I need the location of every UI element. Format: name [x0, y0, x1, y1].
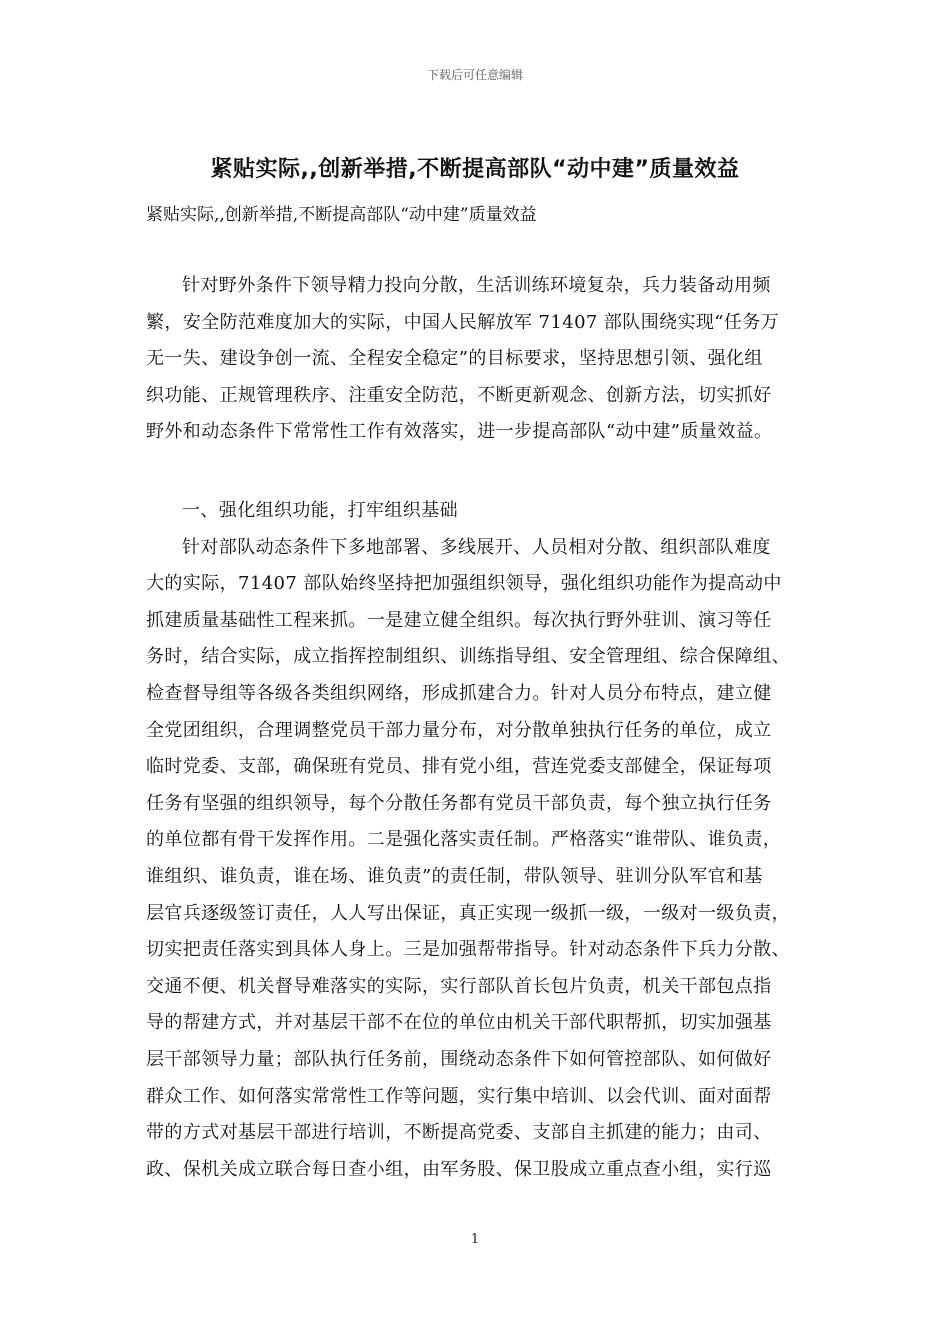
paragraph-line: 大的实际，71407 部队始终坚持把加强组织领导，强化组织功能作为提高动中: [146, 573, 782, 595]
paragraph-line: 抓建质量基础性工程来抓。一是建立健全组织。每次执行野外驻训、演习等任: [146, 609, 772, 631]
paragraph-line: 务时，结合实际，成立指挥控制组织、训练指导组、安全管理组、综合保障组、: [146, 646, 790, 668]
paragraph-line: 带的方式对基层干部进行培训，不断提高党委、支部自主抓建的能力；由司、: [146, 1122, 772, 1144]
paragraph-line: 群众工作、如何落实常常性工作等问题，实行集中培训、以会代训、面对面帮: [146, 1085, 772, 1107]
document-subtitle: 紧贴实际,,创新举措,不断提高部队“动中建”质量效益: [146, 205, 537, 225]
paragraph-line: 无一失、建设争创一流、全程安全稳定”的目标要求，坚持思想引领、强化组: [146, 348, 763, 370]
document-title: 紧贴实际,,创新举措,不断提高部队“动中建”质量效益: [210, 157, 740, 182]
paragraph-line: 任务有坚强的组织领导，每个分散任务都有党员干部负责，每个独立执行任务: [146, 792, 772, 814]
paragraph-line: 交通不便、机关督导难落实的实际，实行部队首长包片负责，机关干部包点指: [146, 975, 772, 997]
paragraph-line: 切实把责任落实到具体人身上。三是加强帮带指导。针对动态条件下兵力分散、: [146, 939, 790, 961]
paragraph-line: 临时党委、支部，确保班有党员、排有党小组，营连党委支部健全，保证每项: [146, 756, 772, 778]
paragraph-line: 针对野外条件下领导精力投向分散，生活训练环境复杂，兵力装备动用频: [182, 275, 771, 296]
page-number: 1: [470, 1232, 480, 1247]
paragraph-line: 的单位都有骨干发挥作用。二是强化落实责任制。严格落实“谁带队、谁负责，: [146, 829, 782, 851]
paragraph-line: 导的帮建方式，并对基层干部不在位的单位由机关干部代职帮抓，切实加强基: [146, 1012, 772, 1034]
intro-paragraph: [146, 268, 836, 451]
paragraph-line: 全党团组织，合理调整党员干部力量分布，对分散单独执行任务的单位，成立: [146, 719, 772, 741]
paragraph-line: 谁组织、谁负责，谁在场、谁负责”的责任制，带队领导、驻训分队军官和基: [146, 865, 763, 887]
section-1: [146, 493, 836, 1188]
section-heading: 一、强化组织功能，打牢组织基础: [182, 500, 458, 521]
paragraph-line: 政、保机关成立联合每日查小组，由军务股、保卫股成立重点查小组，实行巡: [146, 1158, 772, 1180]
paragraph-line: 针对部队动态条件下多地部署、多线展开、人员相对分散、组织部队难度: [182, 536, 771, 558]
paragraph-line: 野外和动态条件下常常性工作有效落实，进一步提高部队“动中建”质量效益。: [146, 421, 773, 443]
paragraph-line: 繁，安全防范难度加大的实际，中国人民解放军 71407 部队围绕实现“任务万: [146, 311, 780, 333]
paragraph-line: 检查督导组等各级各类组织网络，形成抓建合力。针对人员分布特点，建立健: [146, 682, 772, 704]
paragraph-line: 层官兵逐级签订责任，人人写出保证，真正实现一级抓一级，一级对一级负责，: [146, 902, 790, 924]
paragraph-line: 层干部领导力量；部队执行任务前，围绕动态条件下如何管控部队、如何做好: [146, 1048, 772, 1070]
header-note: 下载后可任意编辑: [426, 68, 523, 82]
paragraph-line: 织功能、正规管理秩序、注重安全防范，不断更新观念、创新方法，切实抓好: [146, 384, 772, 406]
